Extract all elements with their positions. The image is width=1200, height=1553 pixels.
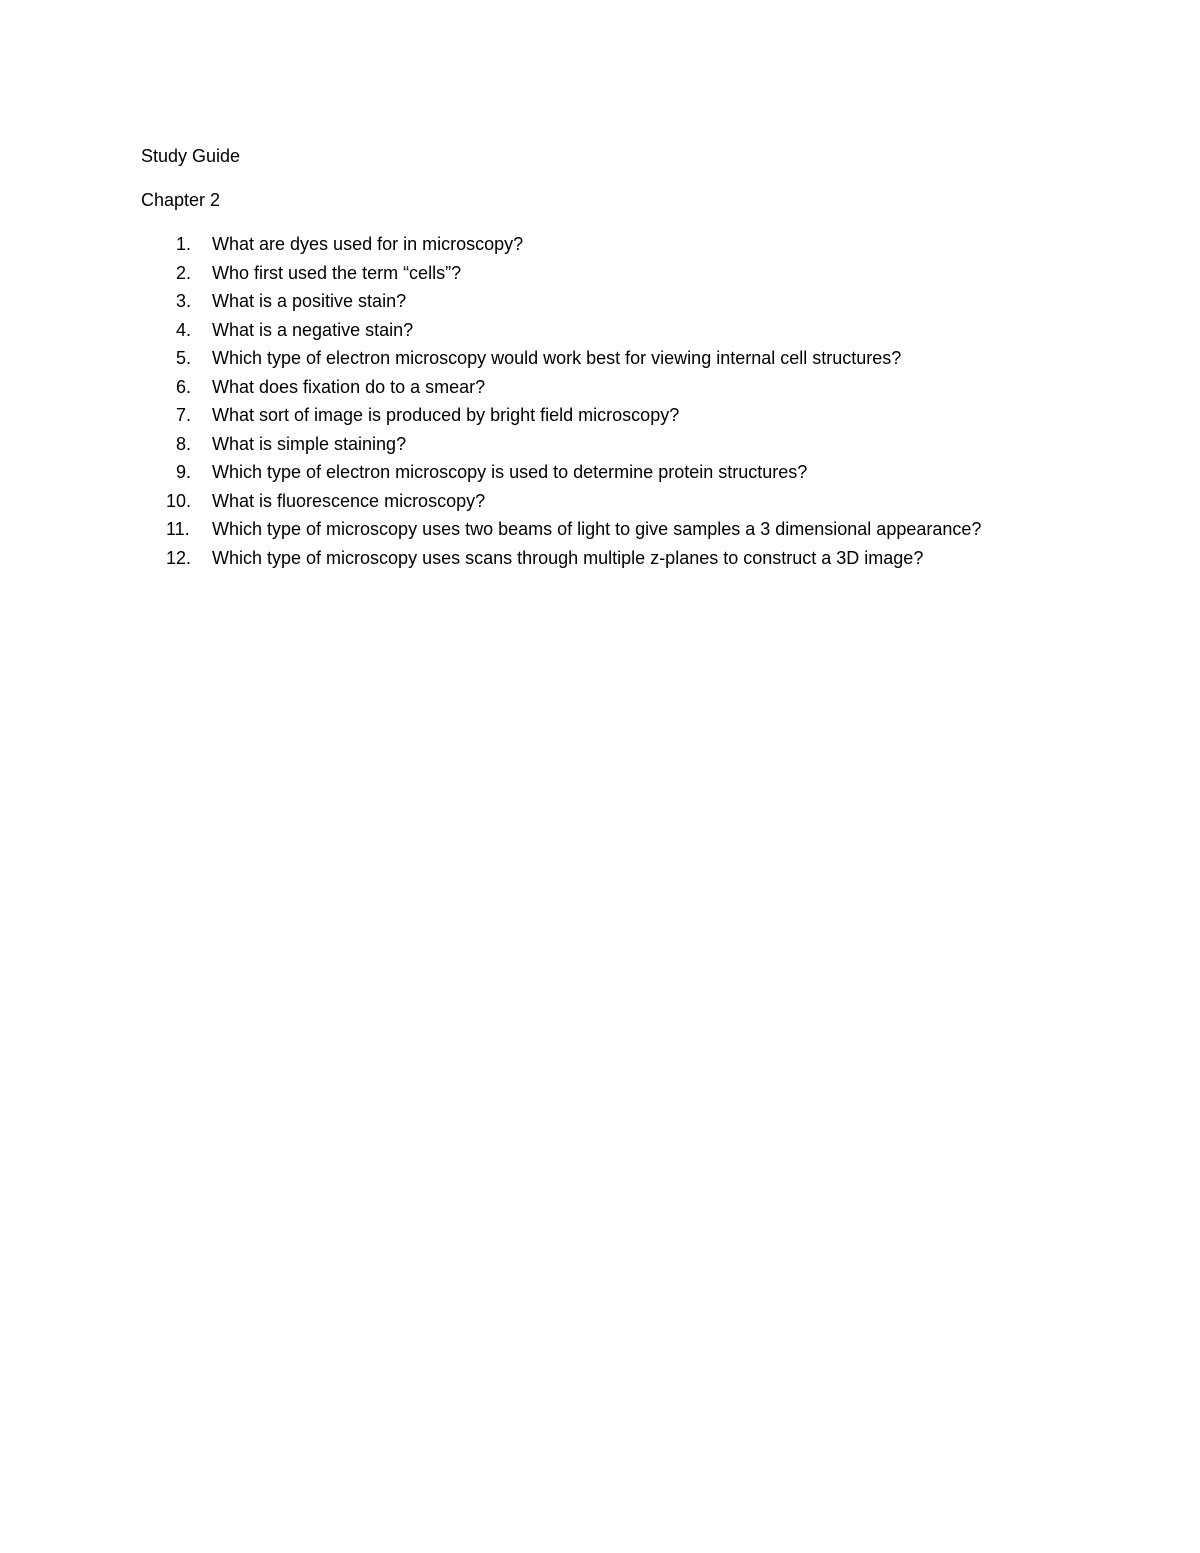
question-text: What is a positive stain? <box>212 291 407 311</box>
question-text: Which type of electron microscopy is used to determine protein structures? <box>212 462 808 482</box>
question-number: 9. <box>176 462 192 482</box>
question-number: 3. <box>176 291 192 311</box>
document-content <box>141 142 1101 572</box>
question-item <box>141 316 1101 345</box>
question-number: 2. <box>176 262 192 283</box>
question-number: 12. <box>166 547 192 568</box>
question-text: Which type of microscopy uses scans through multiple z-planes to construct a 3D image? <box>212 547 924 568</box>
question-number: 4. <box>176 319 192 340</box>
question-number: 6. <box>176 376 192 397</box>
question-item <box>141 458 1101 487</box>
question-number: 7. <box>176 405 192 425</box>
question-text: What is fluorescence microscopy? <box>212 490 486 511</box>
question-item <box>141 259 1101 288</box>
question-number: 11. <box>166 519 190 539</box>
chapter-heading: Chapter 2 <box>141 190 221 210</box>
document-title: Study Guide <box>141 146 241 166</box>
question-text: What sort of image is produced by bright field microscopy? <box>212 405 680 425</box>
question-item <box>141 544 1101 573</box>
question-text: Who first used the term “cells”? <box>212 262 462 283</box>
question-item <box>141 287 1101 316</box>
question-text: What does fixation do to a smear? <box>212 376 486 397</box>
question-item <box>141 373 1101 402</box>
question-item <box>141 487 1101 516</box>
question-text: Which type of microscopy uses two beams of light to give samples a 3 dimensional appearance? <box>212 519 982 539</box>
question-item <box>141 515 1101 544</box>
question-number: 5. <box>176 348 192 368</box>
question-number: 1. <box>176 234 192 254</box>
question-text: What is simple staining? <box>212 433 407 454</box>
question-text: What is a negative stain? <box>212 319 414 340</box>
question-item <box>141 401 1101 430</box>
question-text: What are dyes used for in microscopy? <box>212 234 524 254</box>
question-item <box>141 430 1101 459</box>
question-item <box>141 230 1101 259</box>
question-number: 8. <box>176 433 192 454</box>
question-number: 10. <box>166 490 192 511</box>
question-item <box>141 344 1101 373</box>
question-text: Which type of electron microscopy would work best for viewing internal cell structures? <box>212 348 902 368</box>
question-list <box>141 230 1101 572</box>
